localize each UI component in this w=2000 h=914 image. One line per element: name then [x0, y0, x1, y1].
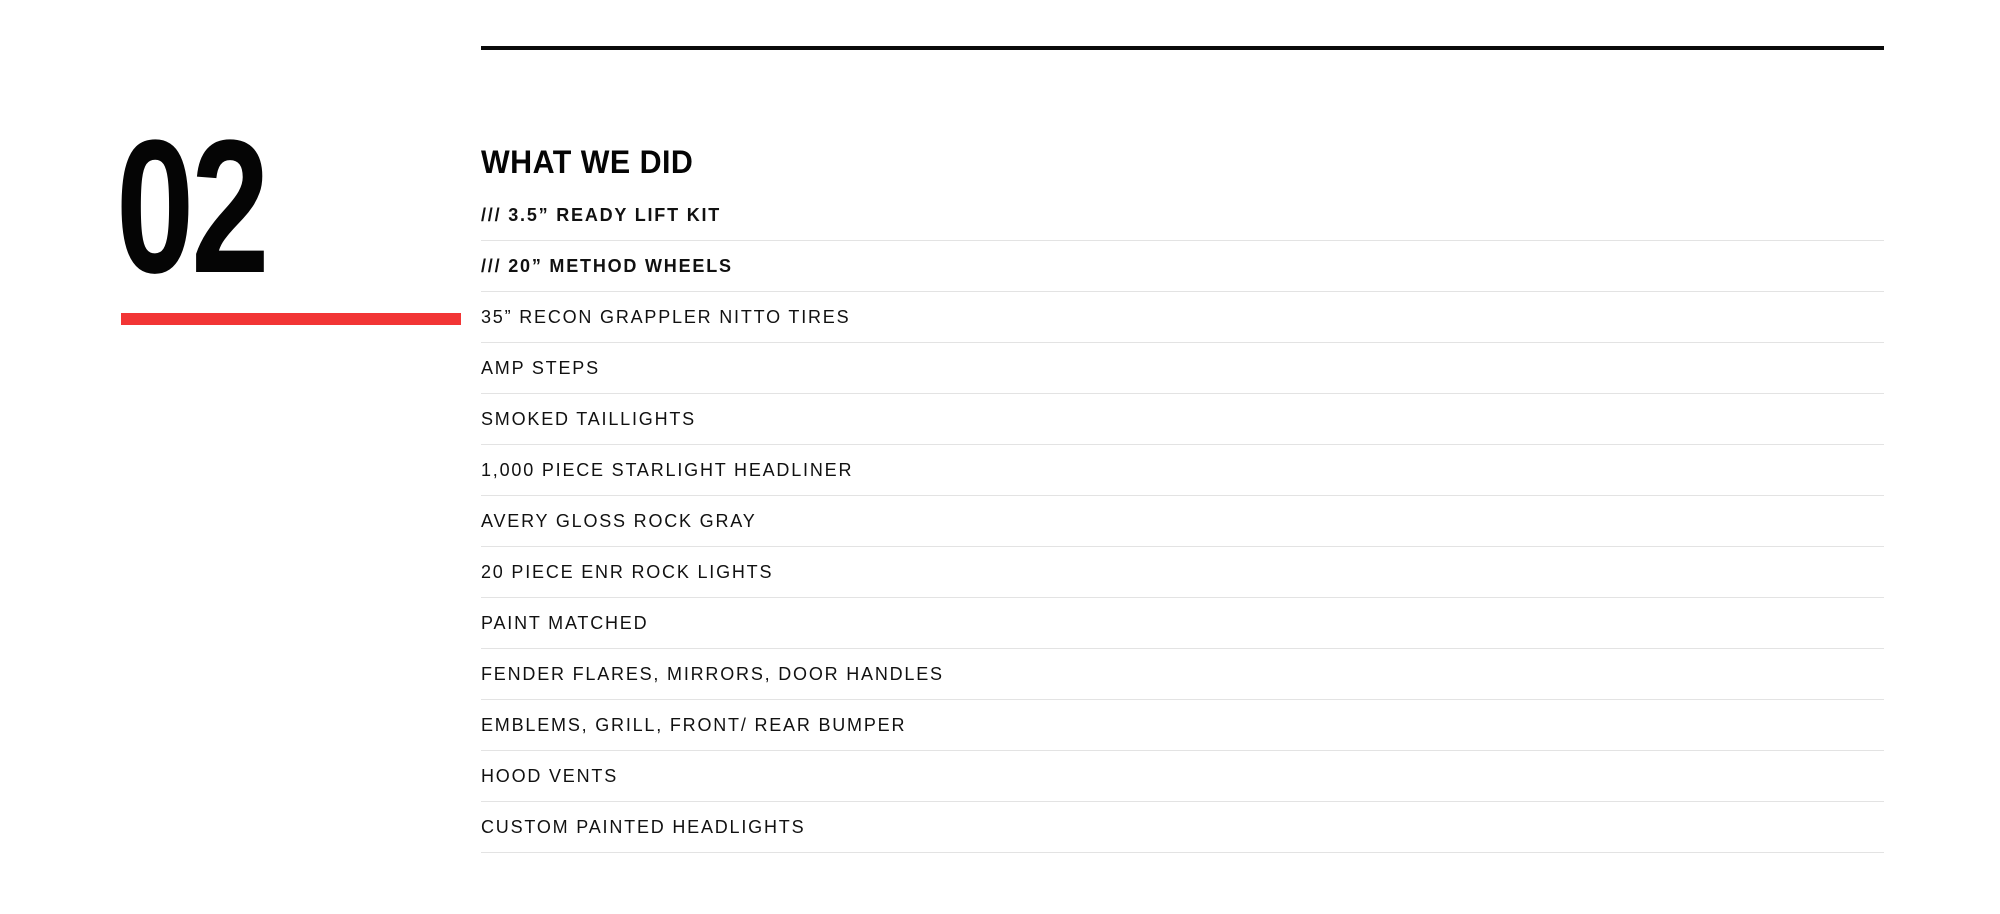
- list-item: HOOD VENTS: [481, 751, 1884, 802]
- list-item: 1,000 PIECE STARLIGHT HEADLINER: [481, 445, 1884, 496]
- accent-bar: [121, 313, 461, 325]
- list-item: PAINT MATCHED: [481, 598, 1884, 649]
- list-item: 20 PIECE ENR ROCK LIGHTS: [481, 547, 1884, 598]
- list-item: /// 3.5” READY LIFT KIT: [481, 190, 1884, 241]
- section-number: 02: [116, 101, 267, 313]
- list-item: EMBLEMS, GRILL, FRONT/ REAR BUMPER: [481, 700, 1884, 751]
- list-item: AMP STEPS: [481, 343, 1884, 394]
- list-item: SMOKED TAILLIGHTS: [481, 394, 1884, 445]
- list-item: CUSTOM PAINTED HEADLIGHTS: [481, 802, 1884, 853]
- section-content: [481, 142, 1884, 853]
- list-item: 35” RECON GRAPPLER NITTO TIRES: [481, 292, 1884, 343]
- top-divider: [481, 46, 1884, 50]
- list-item: AVERY GLOSS ROCK GRAY: [481, 496, 1884, 547]
- list-item: FENDER FLARES, MIRRORS, DOOR HANDLES: [481, 649, 1884, 700]
- section-title: WHAT WE DID: [481, 144, 694, 180]
- list-item: /// 20” METHOD WHEELS: [481, 241, 1884, 292]
- work-list: [481, 190, 1884, 853]
